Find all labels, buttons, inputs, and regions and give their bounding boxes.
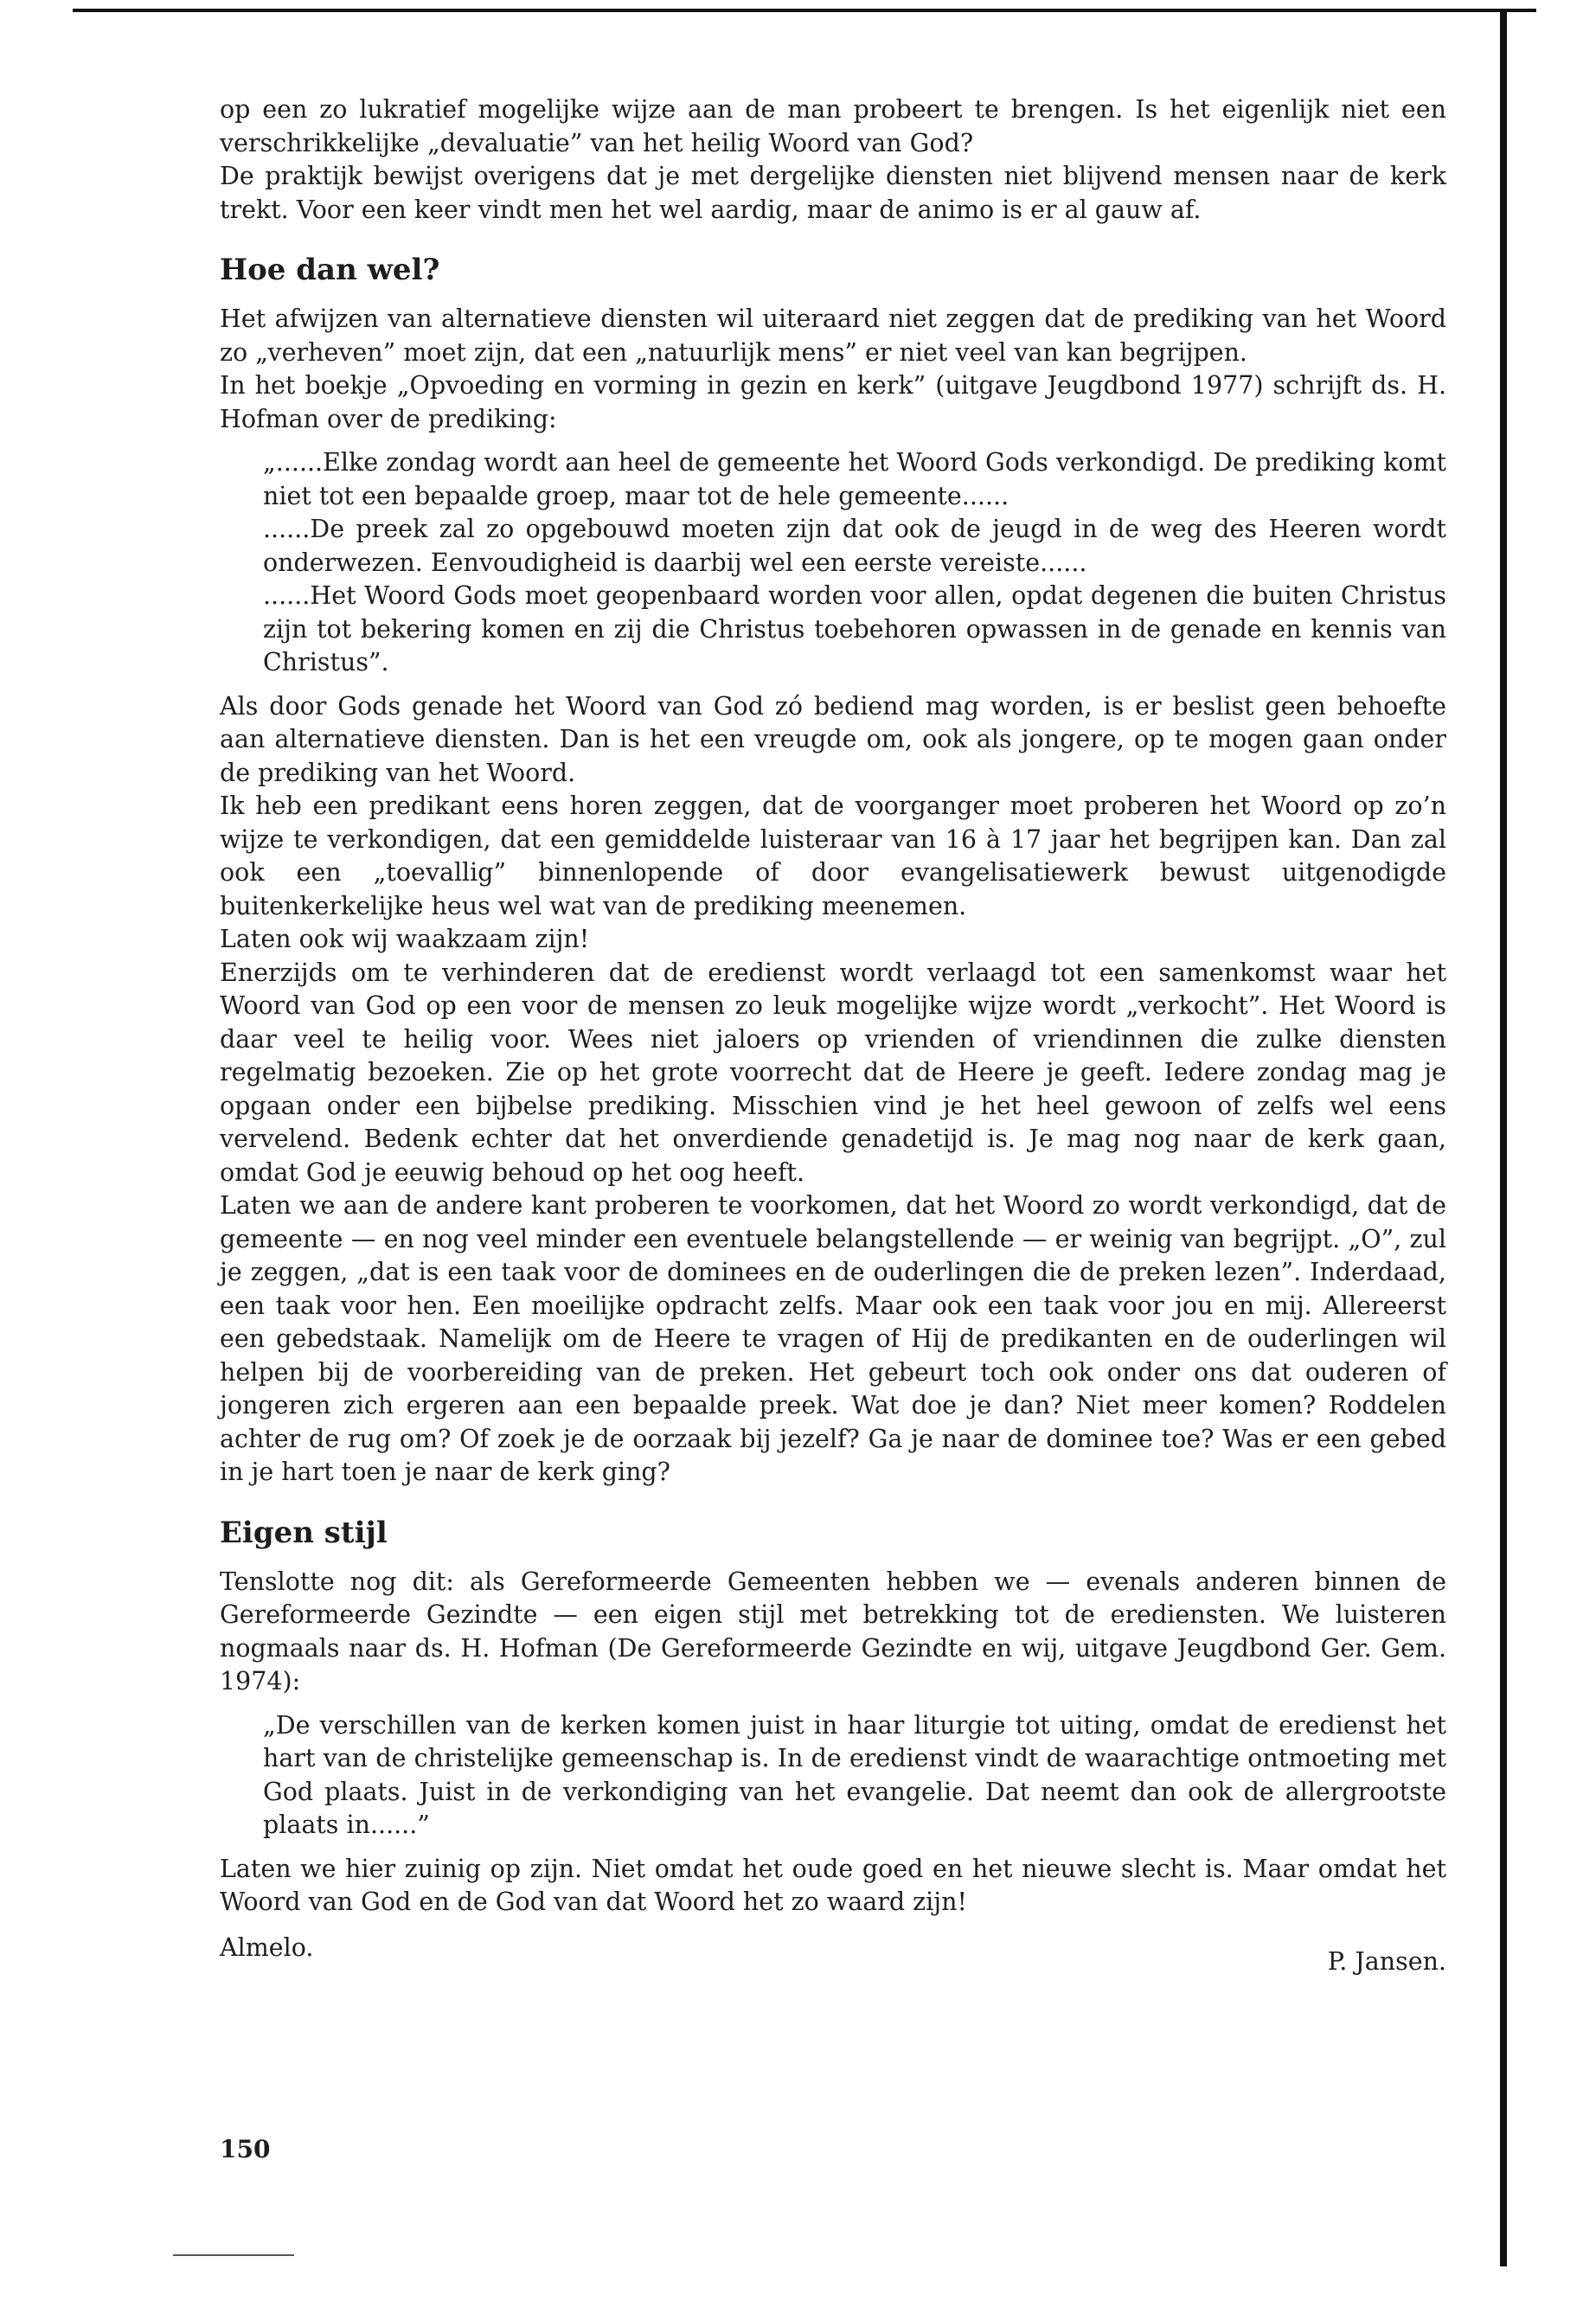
quote-paragraph: „De verschillen van de kerken komen juist in haar liturgie tot uiting, omdat de eredienst het hart van de christelijke gemeenschap is. In de eredienst vindt de waarachtige ontmoeting met God plaats. Juist in de verkondiging van het evangelie. Dat neemt dan ook de allergrootste plaats in......” [263, 1710, 1446, 1839]
paragraph: Enerzijds om te verhinderen dat de eredienst wordt verlaagd tot een samenkomst waar het Woord van God op een voor de mensen zo leuk mogelijke wijze wordt „verkocht”. Het Woord is daar veel te heilig voor. Wees niet jaloers op vrienden of vriendinnen die zulke diensten regelmatig bezoeken. Zie op het grote voorrecht dat de Heere je geeft. Iedere zondag mag je opgaan onder een bijbelse prediking. Misschien vind je het heel gewoon of zelfs wel eens vervelend. Bedenk echter dat het onverdiende genadetijd is. Je mag nog naar de kerk gaan, omdat God je eeuwig behoud op het oog heeft. [220, 958, 1446, 1187]
signature-author: P. Jansen. [1327, 1946, 1446, 1976]
paragraph: Laten ook wij waakzaam zijn! [220, 925, 590, 953]
signature-place: Almelo. [220, 1932, 314, 1962]
page-number: 150 [220, 2135, 271, 2163]
paragraph: Tenslotte nog dit: als Gereformeerde Gemeenten hebben we — evenals anderen binnen de Gereformeerde Gezindte — een eigen stijl met betrekking tot de erediensten. We luisteren nogmaals naar ds. H. Hofman (De Gereformeerde Gezindte en wij, uitgave Jeugdbond Ger. Gem. 1974): [220, 1567, 1446, 1695]
top-rule [73, 9, 1536, 12]
intro-paragraph: De praktijk bewijst overigens dat je met dergelijke diensten niet blijvend mensen naar de kerk trekt. Voor een keer vindt men het wel aardig, maar de animo is er al gauw af. [220, 162, 1446, 224]
paragraph: Het afwijzen van alternatieve diensten wil uiteraard niet zeggen dat de prediking van het Woord zo „verheven” moet zijn, dat een „natuurlijk mens” er niet veel van kan begrijpen. [220, 304, 1446, 367]
paragraph: Ik heb een predikant eens horen zeggen, dat de voorganger moet proberen het Woord op zo’n wijze te verkondigen, dat een gemiddelde luisteraar van 16 à 17 jaar het begrijpen kan. Dan zal ook een „toevallig” binnenlopende of door evangelisatiewerk bewust uitgenodigde buitenkerkelijke heus wel wat van de prediking meenemen. [220, 792, 1446, 920]
section-heading-hoe-dan-wel: Hoe dan wel? [220, 253, 440, 287]
right-rule [1500, 9, 1507, 2266]
intro-paragraph: op een zo lukratief mogelijke wijze aan de man probeert te brengen. Is het eigenlijk niet een verschrikkelijke „devaluatie” van het heilig Woord van God? [220, 95, 1446, 157]
block-quote-hofman [263, 446, 1446, 680]
article-body [220, 93, 1446, 1978]
paragraph: Als door Gods genade het Woord van God zó bediend mag worden, is er beslist geen behoefte aan alternatieve diensten. Dan is het een vreugde om, ook als jongere, op te mogen gaan onder de prediking van het Woord. [220, 691, 1446, 787]
section-heading-eigen-stijl: Eigen stijl [220, 1515, 388, 1550]
quote-paragraph: ......Het Woord Gods moet geopenbaard worden voor allen, opdat degenen die buiten Christus zijn tot bekering komen en zij die Christus toebehoren opwassen in de genade en kennis van Christus”. [263, 581, 1446, 676]
quote-paragraph: „......Elke zondag wordt aan heel de gemeente het Woord Gods verkondigd. De prediking komt niet tot een bepaalde groep, maar tot de hele gemeente...... [263, 448, 1447, 510]
bottom-mark [173, 2254, 294, 2256]
paragraph: Laten we aan de andere kant proberen te voorkomen, dat het Woord zo wordt verkondigd, dat de gemeente — en nog veel minder een eventuele belangstellende — er weinig van begrijpt. „O”, zul je zeggen, „dat is een taak voor de dominees en de ouderlingen die de preken lezen”. Inderdaad, een taak voor hen. Een moeilijke opdracht zelfs. Maar ook een taak voor jou en mij. Allereerst een gebedstaak. Namelijk om de Heere te vragen of Hij de predikanten en de ouderlingen wil helpen bij de voorbereiding van de preken. Het gebeurt toch ook onder ons dat ouderen of jongeren zich ergeren aan een bepaalde preek. Wat doe je dan? Niet meer komen? Roddelen achter de rug om? Of zoek je de oorzaak bij jezelf? Ga je naar de dominee toe? Was er een gebed in je hart toen je naar de kerk ging? [220, 1191, 1446, 1486]
paragraph: In het boekje „Opvoeding en vorming in gezin en kerk” (uitgave Jeugdbond 1977) schrijft ds. H. Hofman over de prediking: [220, 371, 1446, 433]
quote-paragraph: ......De preek zal zo opgebouwd moeten zijn dat ook de jeugd in de weg des Heeren wordt onderwezen. Eenvoudigheid is daarbij wel een eerste vereiste...... [263, 515, 1446, 577]
block-quote-gezindte [263, 1709, 1446, 1843]
signature-line [220, 1932, 1446, 1979]
paragraph: Laten we hier zuinig op zijn. Niet omdat het oude goed en het nieuwe slecht is. Maar omdat het Woord van God en de God van dat Woord het zo waard zijn! [220, 1854, 1446, 1916]
